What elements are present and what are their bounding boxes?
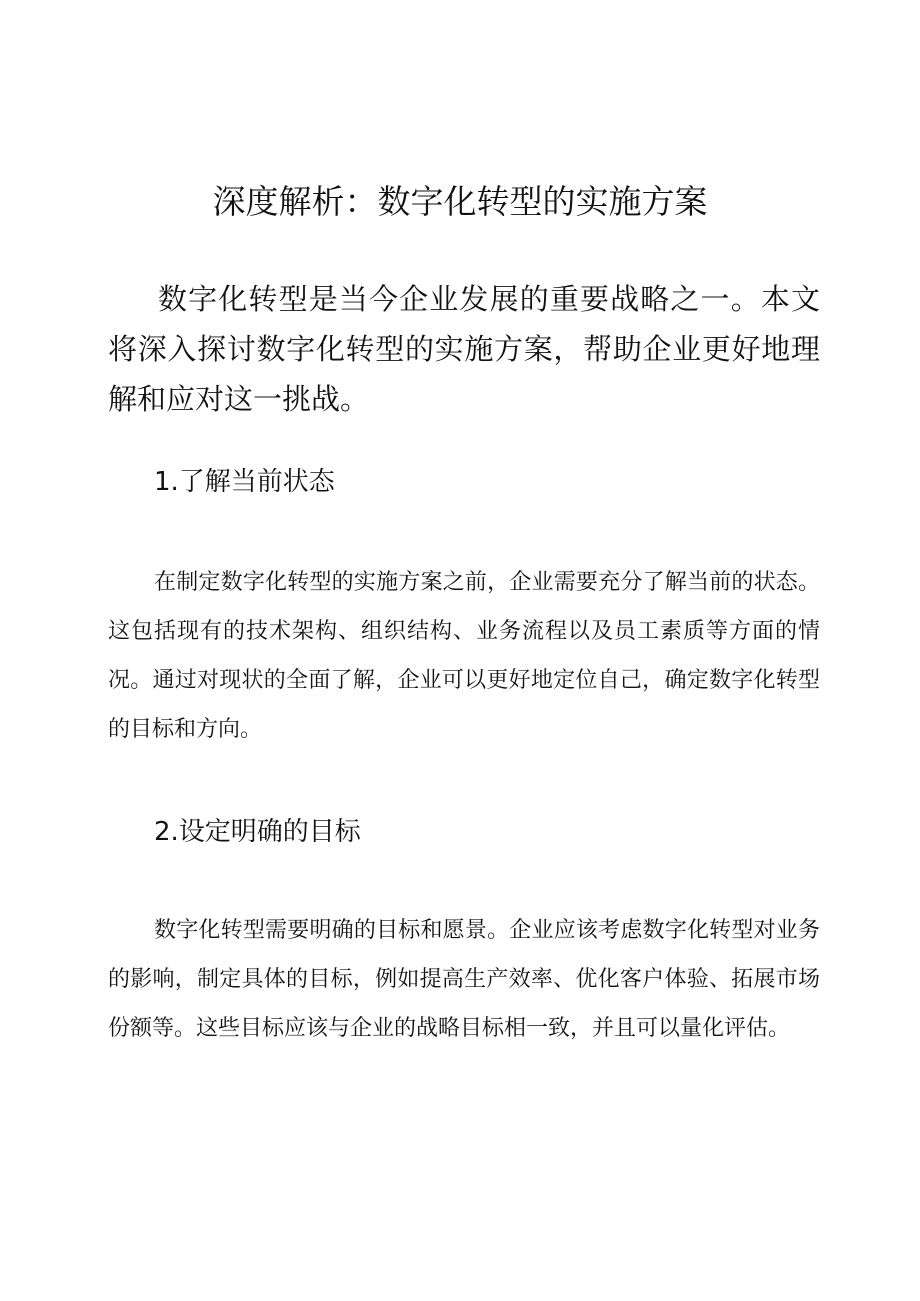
section-heading-2: 2.设定明确的目标	[154, 817, 361, 847]
section-body-2: 数字化转型需要明确的目标和愿景。企业应该考虑数字化转型对业务的影响，制定具体的目标，例如提高生产效率、优化客户体验、拓展市场份额等。这些目标应该与企业的战略目标相一致，并且可以量化评估。	[108, 918, 820, 1041]
section-heading-1: 1.了解当前状态	[154, 467, 335, 497]
intro-paragraph: 数字化转型是当今企业发展的重要战略之一。本文将深入探讨数字化转型的实施方案，帮助企业更好地理解和应对这一挑战。	[108, 282, 820, 416]
document-title: 深度解析：数字化转型的实施方案	[212, 182, 708, 221]
section-body-1: 在制定数字化转型的实施方案之前，企业需要充分了解当前的状态。这包括现有的技术架构、组织结构、业务流程以及员工素质等方面的情况。通过对现状的全面了解，企业可以更好地定位自己，确定数字化转型的目标和方向。	[108, 570, 820, 742]
